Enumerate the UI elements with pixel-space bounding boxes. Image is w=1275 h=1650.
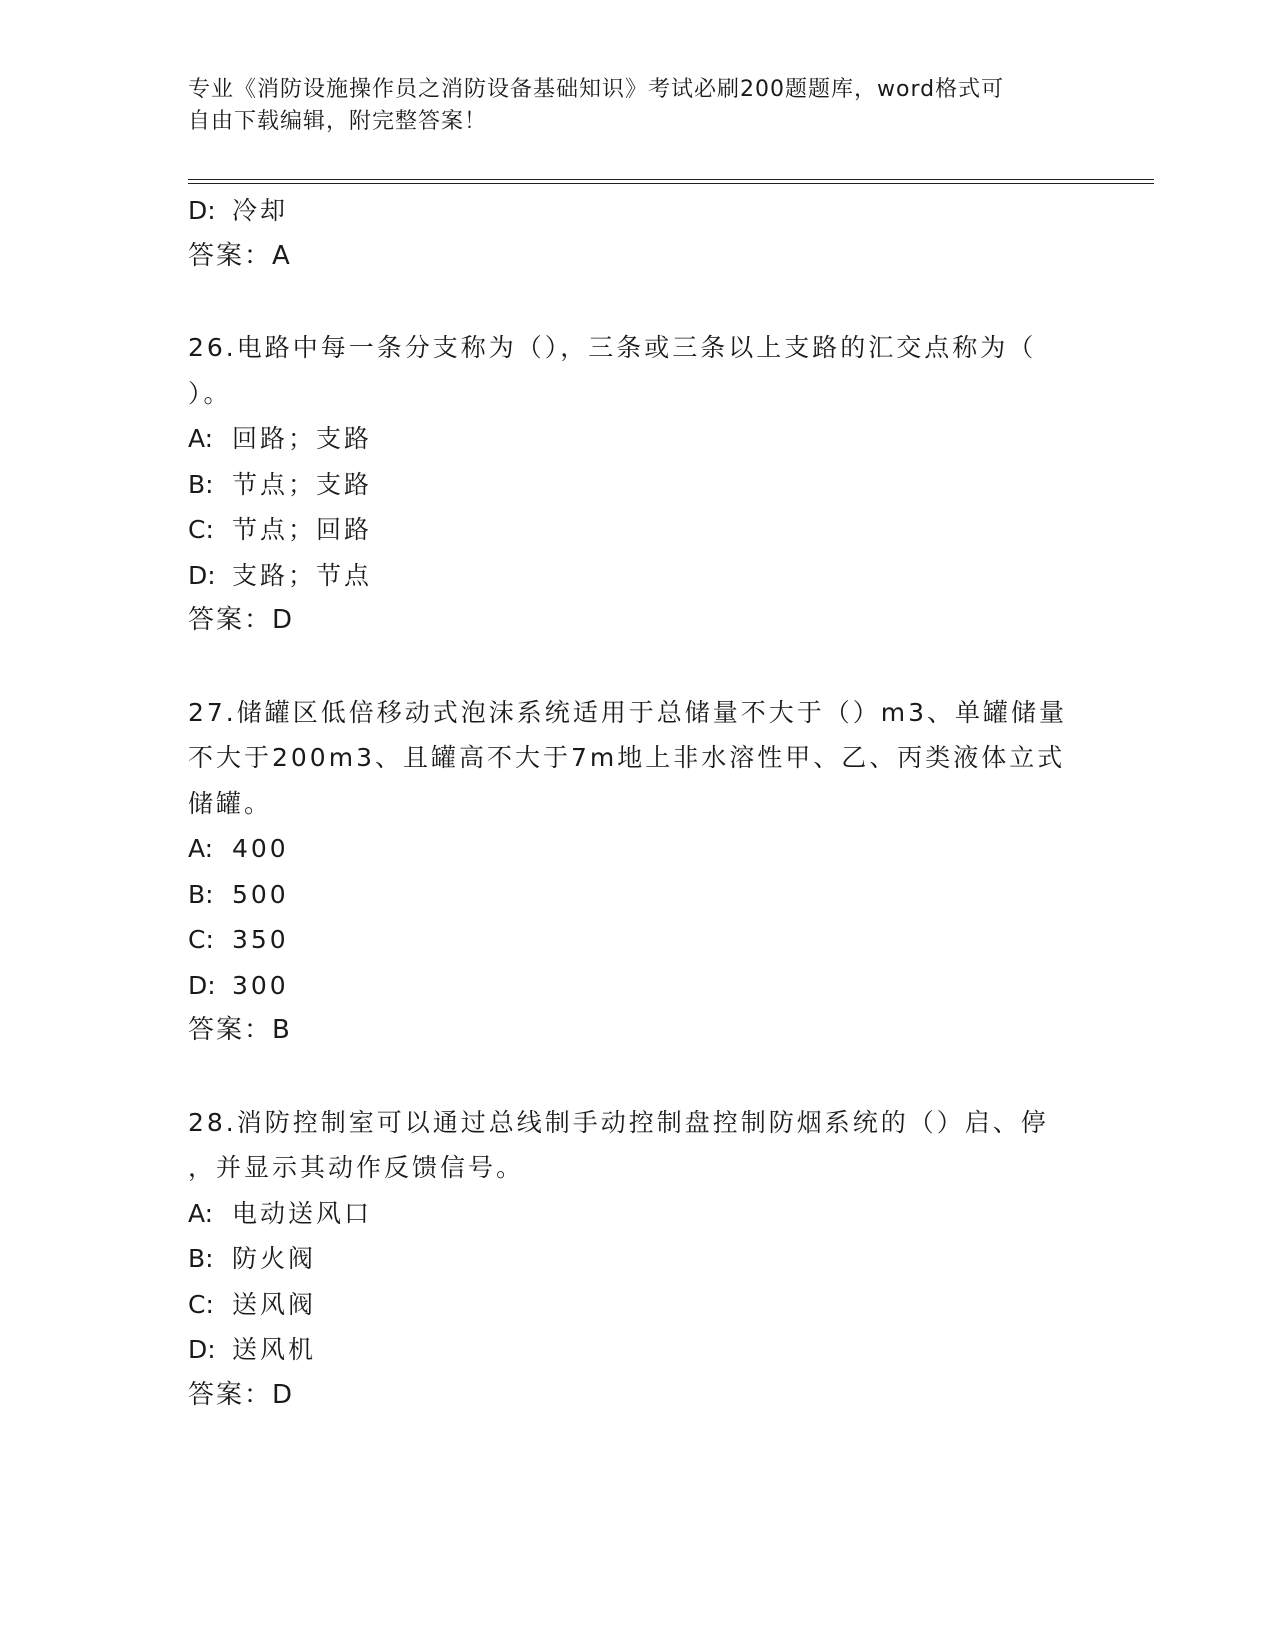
question-stem-line: 27.储罐区低倍移动式泡沫系统适用于总储量不大于（）m3、单罐储量 — [188, 697, 1068, 727]
document-header — [188, 74, 1068, 138]
answer-line: 答案：A — [188, 240, 292, 271]
option-d — [188, 553, 1078, 599]
option-letter: D: — [188, 560, 216, 590]
option-letter: B: — [188, 879, 214, 909]
option-letter: D: — [188, 1335, 216, 1364]
option-text: 400 — [232, 834, 289, 863]
option-c — [188, 1282, 1078, 1328]
option-a — [188, 416, 1078, 462]
option-text: 送风机 — [232, 1335, 317, 1364]
option-b — [188, 462, 1078, 508]
question-28 — [188, 1100, 1078, 1419]
option-a — [188, 826, 1078, 872]
question-27 — [188, 690, 1078, 1054]
option-letter: B: — [188, 1244, 214, 1273]
answer-line: 答案：B — [188, 1015, 292, 1045]
option-letter: D: — [188, 196, 216, 225]
option-text: 电动送风口 — [232, 1198, 373, 1228]
option-text: 500 — [232, 879, 289, 909]
question-gap — [188, 1054, 1078, 1100]
option-c — [188, 917, 1078, 963]
option-text: 节点；支路 — [232, 469, 373, 499]
header-line-1: 专业《消防设施操作员之消防设备基础知识》考试必刷200题题库，word格式可 — [188, 77, 1005, 102]
question-stem-line: 26.电路中每一条分支称为（），三条或三条以上支路的汇交点称为（ — [188, 333, 1037, 362]
answer-line: 答案：D — [188, 605, 295, 635]
option-text: 350 — [232, 925, 289, 954]
question-26 — [188, 325, 1078, 644]
question-gap — [188, 644, 1078, 690]
option-letter: C: — [188, 1289, 214, 1319]
option-letter: C: — [188, 925, 214, 954]
option-text: 支路；节点 — [232, 560, 373, 590]
option-letter: A: — [188, 834, 214, 863]
header-line-2: 自由下载编辑，附完整答案！ — [188, 109, 488, 134]
option-letter: A: — [188, 1198, 214, 1228]
option-d — [188, 188, 1078, 234]
option-a — [188, 1191, 1078, 1237]
option-text: 300 — [232, 970, 289, 1000]
question-stem-line: 28.消防控制室可以通过总线制手动控制盘控制防烟系统的（）启、停 — [188, 1107, 1049, 1137]
question-stem-line: ）。 — [188, 378, 232, 408]
option-b — [188, 872, 1078, 918]
question-list — [188, 188, 1078, 1418]
header-divider-bottom — [188, 183, 1154, 184]
option-text: 节点；回路 — [232, 515, 373, 544]
option-letter: D: — [188, 970, 216, 1000]
option-text: 回路；支路 — [232, 424, 373, 453]
option-c — [188, 507, 1078, 553]
option-letter: B: — [188, 469, 214, 499]
option-text: 冷却 — [232, 196, 289, 225]
question-stem-line: 储罐。 — [188, 788, 273, 818]
question-stem-line: 不大于200m3、且罐高不大于7m地上非水溶性甲、乙、丙类液体立式 — [188, 743, 1066, 772]
option-d — [188, 963, 1078, 1009]
option-letter: A: — [188, 424, 214, 453]
option-d — [188, 1327, 1078, 1373]
option-b — [188, 1236, 1078, 1282]
option-text: 防火阀 — [232, 1244, 317, 1273]
answer-line: 答案：D — [188, 1379, 295, 1410]
question-gap — [188, 279, 1078, 325]
option-text: 送风阀 — [232, 1289, 317, 1319]
header-divider-top — [188, 179, 1154, 180]
question-stem-line: ，并显示其动作反馈信号。 — [188, 1153, 525, 1182]
option-letter: C: — [188, 515, 214, 544]
